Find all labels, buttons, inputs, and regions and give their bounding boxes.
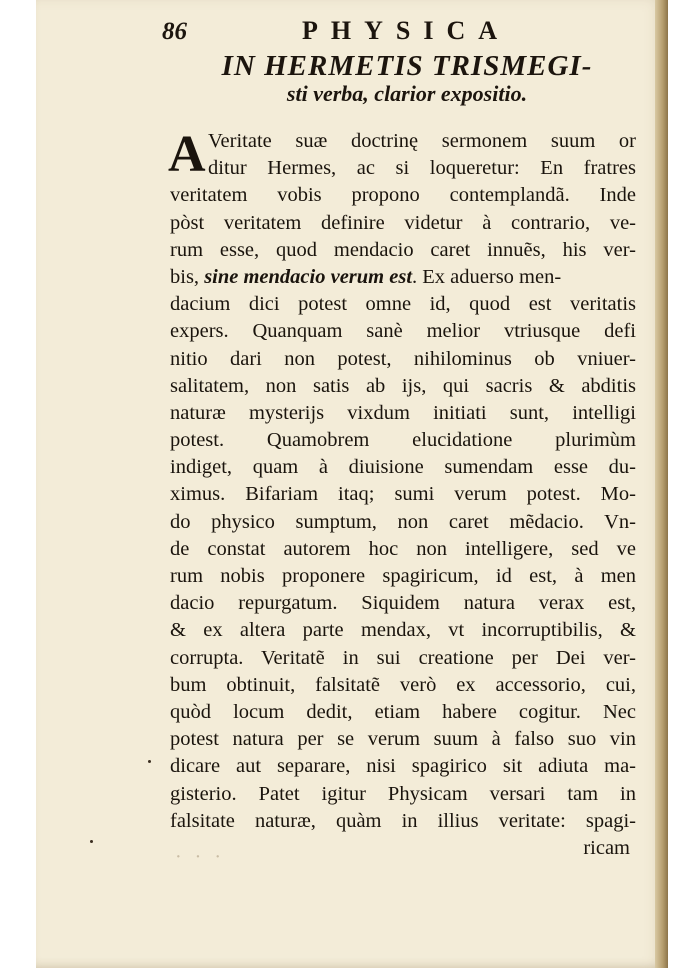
body-text bbox=[170, 128, 636, 862]
text-line: potest natura per se verum suum à falso suo vin bbox=[170, 728, 636, 751]
text-line: rum esse, quod mendacio caret innuẽs, his ver- bbox=[170, 238, 636, 261]
running-head: PHYSICA bbox=[302, 16, 511, 45]
text-line: indiget, quam à diuisione sumendam esse du- bbox=[170, 456, 636, 479]
text-line: nitio dari non potest, nihilominus ob vniuer- bbox=[170, 347, 636, 370]
text-line: ximus. Bifariam itaq; sumi verum potest. Mo- bbox=[170, 483, 636, 506]
text-segment: bis, bbox=[170, 265, 200, 288]
text-line: bum obtinuit, falsitatẽ verò ex accessorio, cui, bbox=[170, 673, 636, 696]
text-line: dicare aut separare, nisi spagirico sit adiuta ma- bbox=[170, 755, 636, 778]
text-line: corrupta. Veritatẽ in sui creatione per Dei ver- bbox=[170, 646, 636, 669]
italic-quote: sine mendacio verum est bbox=[204, 265, 413, 288]
text-line: ditur Hermes, ac si loqueretur: En fratres bbox=[208, 157, 636, 180]
text-line: salitatem, non satis ab ijs, qui sacris & abditis bbox=[170, 374, 636, 397]
text-line bbox=[170, 264, 636, 291]
text-line: & ex altera parte mendax, vt incorruptibilis, & bbox=[170, 619, 636, 642]
ink-speck bbox=[148, 760, 151, 763]
bleed-through-mark: · · · bbox=[175, 846, 225, 868]
text-line: naturæ mysterijs vixdum initiati sunt, intelligi bbox=[170, 401, 636, 424]
page-number: 86 bbox=[162, 18, 187, 45]
catchword: ricam bbox=[583, 836, 630, 859]
text-line: rum nobis proponere spagiricum, id est, à men bbox=[170, 565, 636, 587]
text-line: falsitate naturæ, quàm in illius veritate: spagi- bbox=[170, 809, 636, 832]
ink-speck bbox=[90, 840, 93, 843]
title-line-2: sti verba, clarior expositio. bbox=[286, 81, 528, 106]
text-line: gisterio. Patet igitur Physicam versari tam in bbox=[170, 782, 636, 805]
page-edge bbox=[655, 0, 668, 968]
drop-cap: A bbox=[168, 126, 206, 183]
page-header bbox=[162, 18, 602, 48]
text-line: dacium dici potest omne id, quod est veritatis bbox=[170, 293, 636, 316]
text-line: dacio repurgatum. Siquidem natura verax est, bbox=[170, 592, 636, 615]
text-line: veritatem vobis propono contemplandã. Inde bbox=[170, 184, 636, 207]
text-line: expers. Quanquam sanè melior vtriusque defi bbox=[170, 320, 636, 343]
section-title bbox=[172, 50, 642, 107]
text-segment: . Ex aduerso men- bbox=[412, 265, 562, 288]
text-line: do physico sumptum, non caret mẽdacio. Vn- bbox=[170, 510, 636, 533]
text-line: potest. Quamobrem elucidatione plurimùm bbox=[170, 429, 636, 452]
text-line: de constat autorem hoc non intelligere, sed ve bbox=[170, 537, 636, 560]
text-line: Veritate suæ doctrinę sermonem suum or bbox=[208, 130, 636, 152]
text-line: quòd locum dedit, etiam habere cogitur. Nec bbox=[170, 700, 636, 723]
text-line: pòst veritatem definire videtur à contrario, ve- bbox=[170, 211, 636, 234]
title-line-1: IN HERMETIS TRISMEGI- bbox=[221, 50, 593, 82]
